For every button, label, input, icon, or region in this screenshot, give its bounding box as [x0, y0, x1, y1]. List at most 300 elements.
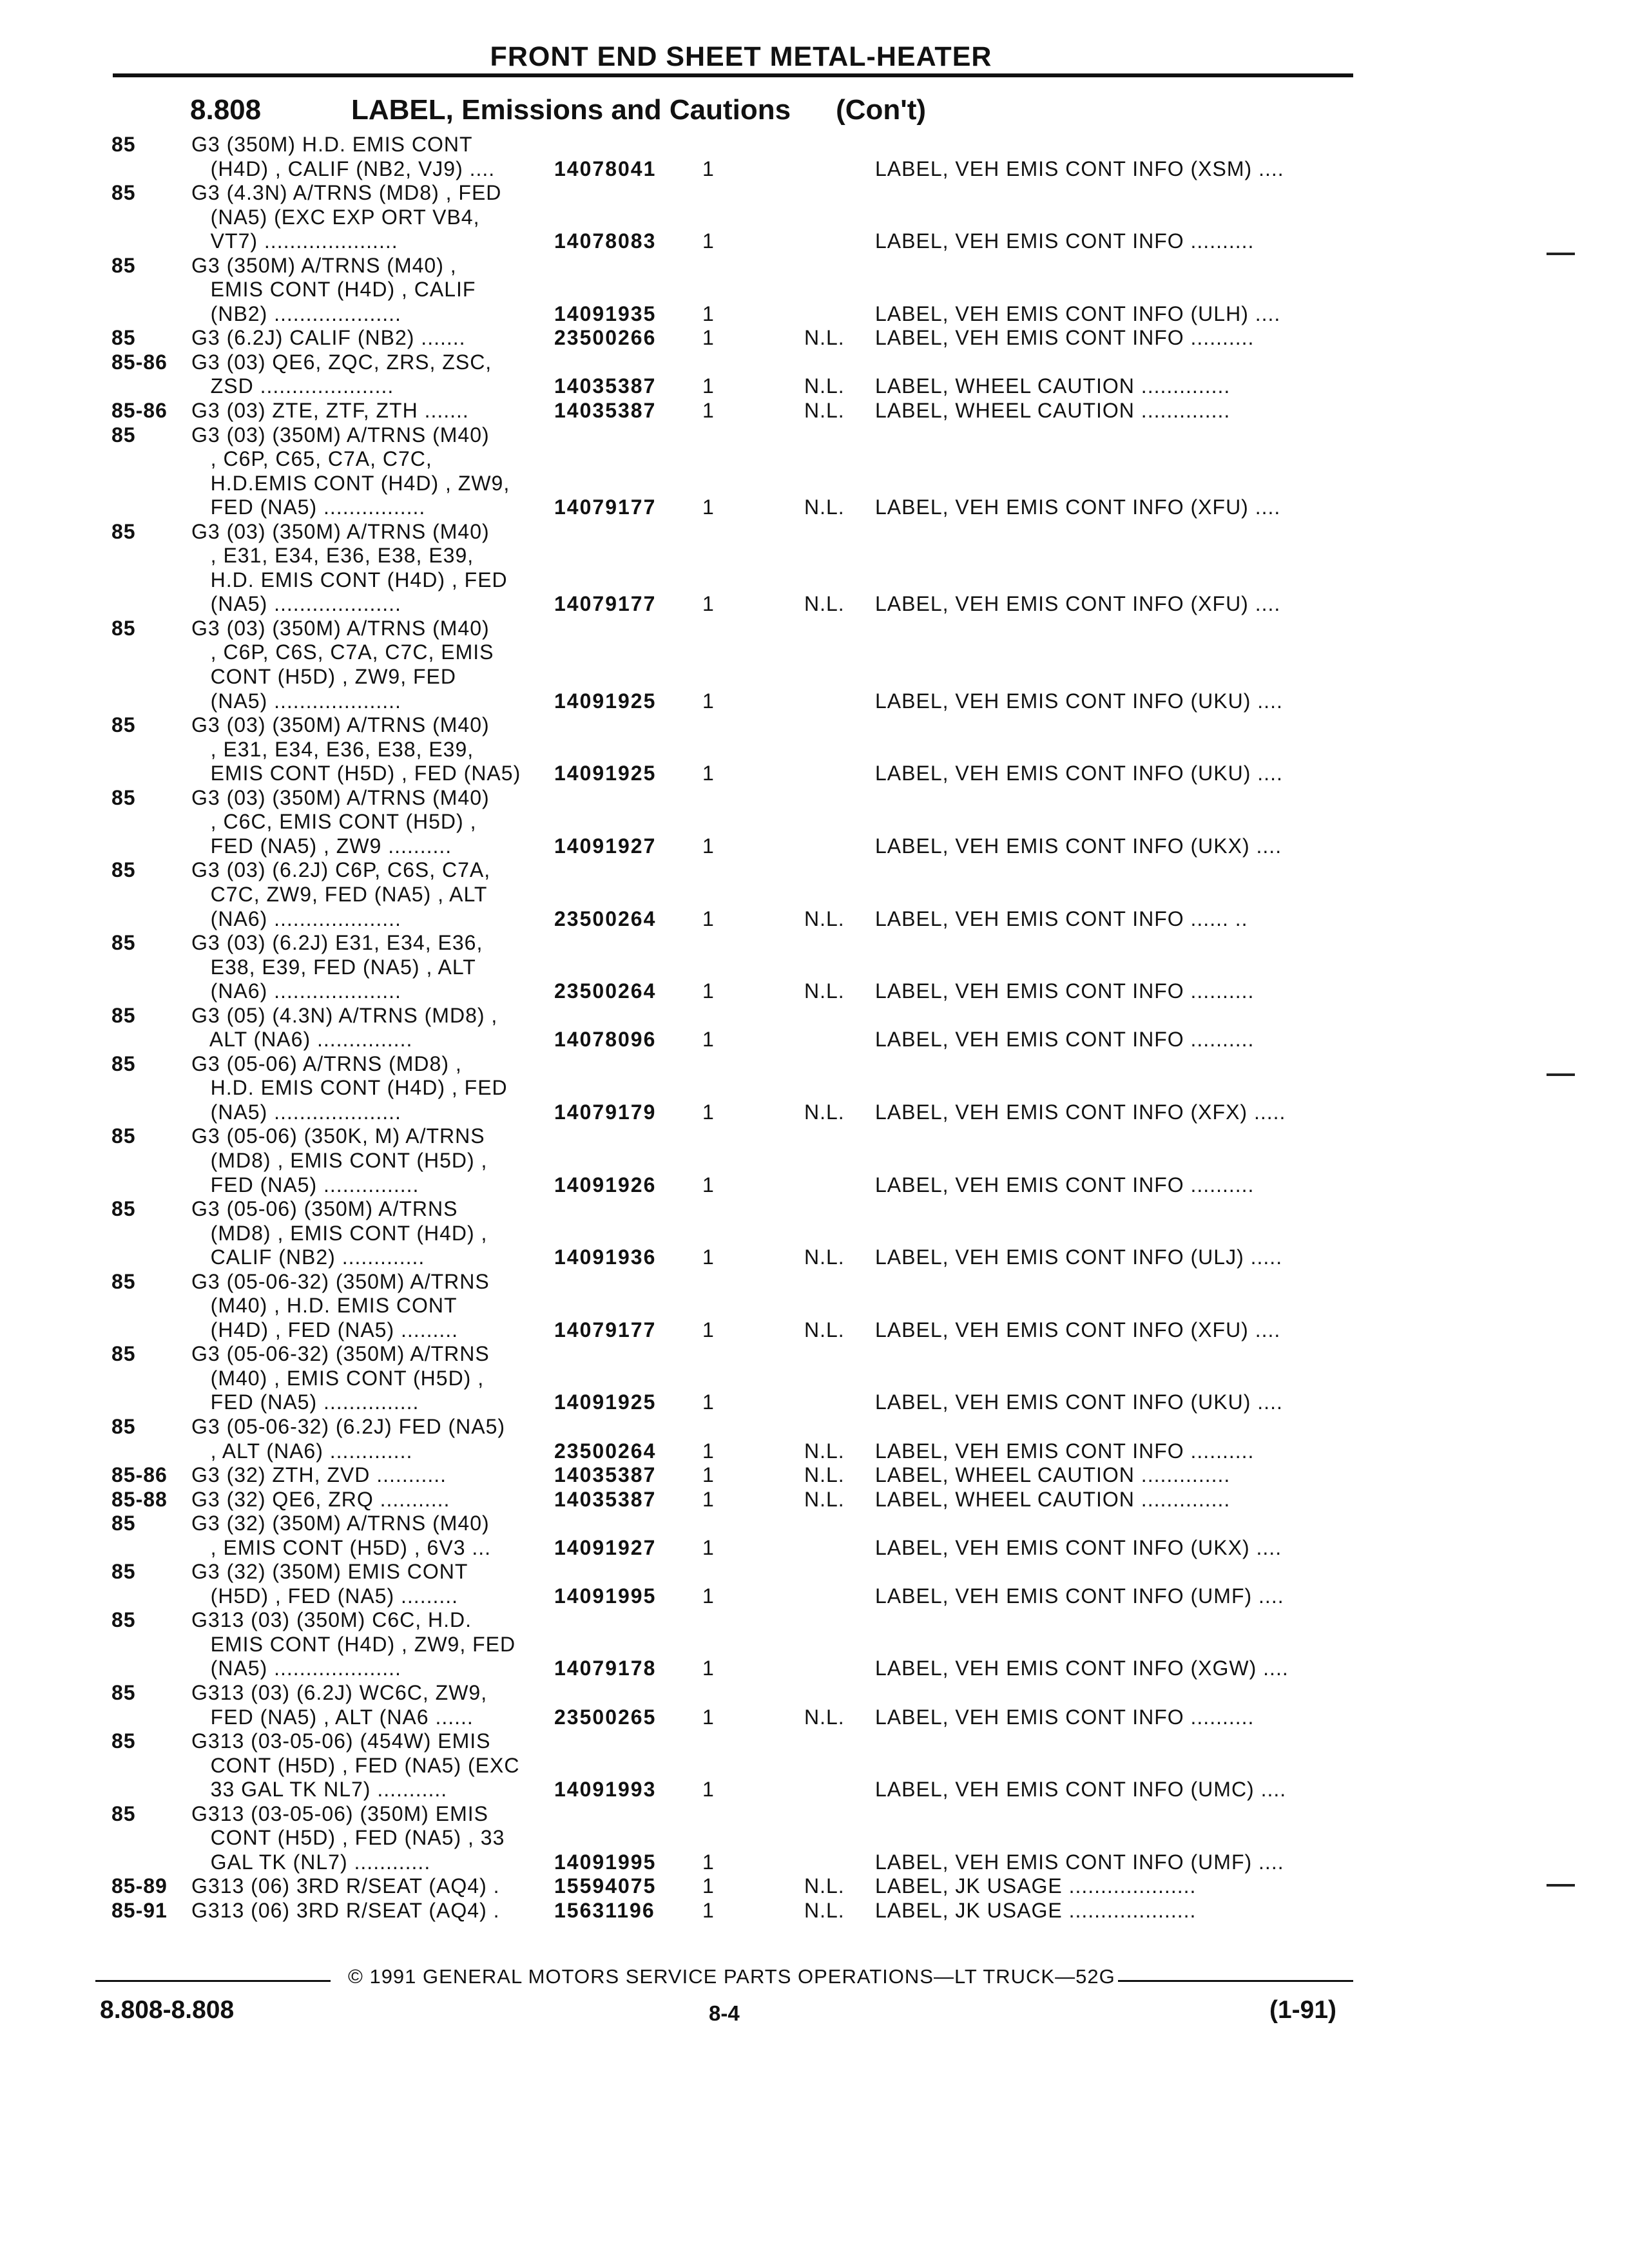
- usage-description: , E31, E34, E36, E38, E39,: [191, 737, 474, 761]
- part-number: 14078041: [554, 157, 657, 180]
- footer-date: (1-91): [1269, 1996, 1337, 2024]
- quantity: 1: [702, 1778, 715, 1802]
- part-label: LABEL, VEH EMIS CONT INFO (UKX) ....: [875, 1535, 1282, 1559]
- part-label: LABEL, VEH EMIS CONT INFO (UMC) ....: [875, 1778, 1287, 1802]
- table-row: [0, 1463, 1629, 1488]
- table-row: [0, 713, 1629, 786]
- usage-description: 33 GAL TK NL7) ...........: [191, 1778, 448, 1802]
- model-year: 85: [111, 519, 136, 543]
- row-line: [0, 520, 1629, 544]
- quantity: 1: [702, 399, 715, 423]
- quantity: 1: [702, 157, 715, 180]
- part-label: LABEL, WHEEL CAUTION ..............: [875, 374, 1231, 398]
- table-row: [0, 1560, 1629, 1608]
- usage-description: (H4D) , CALIF (NB2, VJ9) ....: [191, 157, 496, 180]
- part-number: 14079177: [554, 495, 657, 519]
- usage-description: (H5D) , FED (NA5) .........: [191, 1584, 459, 1608]
- table-row: [0, 423, 1629, 520]
- table-row: [0, 520, 1629, 617]
- usage-description: G3 (05-06) A/TRNS (MD8) ,: [191, 1052, 462, 1075]
- quantity: 1: [702, 1487, 715, 1511]
- table-row: [0, 1270, 1629, 1343]
- part-label: LABEL, VEH EMIS CONT INFO ..........: [875, 1439, 1255, 1463]
- usage-description: (NA5) ....................: [191, 1657, 401, 1680]
- part-number: 14079178: [554, 1657, 657, 1680]
- row-line: [0, 1052, 1629, 1077]
- quantity: 1: [702, 1173, 715, 1196]
- usage-description: (NA5) ....................: [191, 689, 401, 713]
- quantity: 1: [702, 1028, 715, 1052]
- quantity: 1: [702, 907, 715, 930]
- row-line: [0, 1850, 1629, 1875]
- model-year: 85: [111, 1197, 136, 1221]
- table-row: [0, 786, 1629, 859]
- row-line: [0, 133, 1629, 157]
- table-row: [0, 617, 1629, 713]
- row-line: [0, 1270, 1629, 1294]
- part-number: 14035387: [554, 1487, 657, 1511]
- row-line: [0, 956, 1629, 980]
- usage-description: ALT (NA6) ...............: [191, 1028, 413, 1052]
- quantity: 1: [702, 302, 715, 325]
- not-listed-flag: N.L.: [804, 979, 845, 1003]
- model-year: 85-86: [111, 350, 168, 374]
- row-line: [0, 181, 1629, 206]
- usage-description: G3 (03) (350M) A/TRNS (M40): [191, 616, 490, 640]
- section-continued: (Con't): [836, 94, 927, 126]
- part-label: LABEL, VEH EMIS CONT INFO (UMF) ....: [875, 1850, 1284, 1874]
- model-year: 85: [111, 1052, 136, 1075]
- usage-description: G3 (05-06-32) (6.2J) FED (NA5): [191, 1414, 506, 1438]
- usage-description: G3 (350M) A/TRNS (M40) ,: [191, 253, 457, 277]
- table-row: [0, 1681, 1629, 1729]
- section-title: LABEL, Emissions and Cautions: [351, 94, 791, 126]
- row-line: [0, 1802, 1629, 1827]
- part-number: 23500264: [554, 979, 657, 1003]
- table-row: [0, 1197, 1629, 1270]
- usage-description: (NA5) (EXC EXP ORT VB4,: [191, 205, 480, 229]
- row-line: [0, 1778, 1629, 1802]
- usage-description: G3 (05-06) (350M) A/TRNS: [191, 1197, 458, 1221]
- usage-description: H.D.EMIS CONT (H4D) , ZW9,: [191, 471, 510, 495]
- quantity: 1: [702, 1874, 715, 1898]
- not-listed-flag: N.L.: [804, 1245, 845, 1269]
- part-label: LABEL, VEH EMIS CONT INFO (UKU) ....: [875, 1390, 1283, 1414]
- part-label: LABEL, WHEEL CAUTION ..............: [875, 1487, 1231, 1511]
- not-listed-flag: N.L.: [804, 1318, 845, 1341]
- row-line: [0, 979, 1629, 1004]
- usage-description: CALIF (NB2) .............: [191, 1245, 425, 1269]
- usage-description: G313 (06) 3RD R/SEAT (AQ4) .: [191, 1898, 500, 1922]
- part-label: LABEL, VEH EMIS CONT INFO (UMF) ....: [875, 1584, 1284, 1608]
- model-year: 85-86: [111, 1463, 168, 1487]
- usage-description: EMIS CONT (H5D) , FED (NA5): [191, 762, 521, 785]
- margin-mark: [1547, 1073, 1575, 1076]
- usage-description: (NA6) ....................: [191, 907, 401, 930]
- table-row: [0, 1488, 1629, 1512]
- part-number: 14091925: [554, 762, 657, 785]
- part-label: LABEL, VEH EMIS CONT INFO ..........: [875, 326, 1255, 350]
- usage-description: G3 (03) (6.2J) C6P, C6S, C7A,: [191, 858, 491, 882]
- usage-description: ZSD .....................: [191, 374, 394, 398]
- row-line: [0, 1488, 1629, 1512]
- part-number: 15594075: [554, 1874, 657, 1898]
- row-line: [0, 1318, 1629, 1343]
- row-line: [0, 1657, 1629, 1681]
- usage-description: (M40) , EMIS CONT (H5D) ,: [191, 1366, 485, 1390]
- model-year: 85: [111, 1681, 136, 1704]
- usage-description: (MD8) , EMIS CONT (H4D) ,: [191, 1221, 488, 1245]
- row-line: [0, 738, 1629, 762]
- not-listed-flag: N.L.: [804, 907, 845, 930]
- table-row: [0, 1802, 1629, 1875]
- row-line: [0, 592, 1629, 617]
- part-number: 14079179: [554, 1100, 657, 1124]
- table-row: [0, 254, 1629, 327]
- usage-description: G3 (4.3N) A/TRNS (MD8) , FED: [191, 181, 502, 205]
- row-line: [0, 1608, 1629, 1633]
- margin-mark: [1547, 1884, 1575, 1887]
- quantity: 1: [702, 1245, 715, 1269]
- not-listed-flag: N.L.: [804, 399, 845, 423]
- model-year: 85: [111, 253, 136, 277]
- row-line: [0, 1681, 1629, 1706]
- row-line: [0, 157, 1629, 182]
- usage-description: , C6P, C6S, C7A, C7C, EMIS: [191, 640, 494, 664]
- usage-description: GAL TK (NL7) ............: [191, 1850, 431, 1874]
- part-number: 14091993: [554, 1778, 657, 1802]
- quantity: 1: [702, 834, 715, 858]
- part-number: 14091925: [554, 689, 657, 713]
- row-line: [0, 326, 1629, 351]
- model-year: 85: [111, 326, 136, 350]
- row-line: [0, 351, 1629, 375]
- part-label: LABEL, WHEEL CAUTION ..............: [875, 1463, 1231, 1487]
- row-line: [0, 1342, 1629, 1367]
- part-label: LABEL, VEH EMIS CONT INFO ..........: [875, 229, 1255, 253]
- row-line: [0, 544, 1629, 568]
- usage-description: , ALT (NA6) .............: [191, 1439, 413, 1463]
- not-listed-flag: N.L.: [804, 374, 845, 398]
- usage-description: (NA5) ....................: [191, 1100, 401, 1124]
- usage-description: C7C, ZW9, FED (NA5) , ALT: [191, 882, 488, 906]
- part-number: 14078096: [554, 1028, 657, 1052]
- usage-description: (NA6) ....................: [191, 979, 401, 1003]
- part-number: 23500264: [554, 907, 657, 930]
- part-number: 14079177: [554, 592, 657, 616]
- row-line: [0, 1367, 1629, 1391]
- part-label: LABEL, VEH EMIS CONT INFO ..........: [875, 1705, 1255, 1729]
- usage-description: G3 (05-06) (350K, M) A/TRNS: [191, 1124, 485, 1148]
- row-line: [0, 1004, 1629, 1028]
- row-line: [0, 254, 1629, 278]
- footer-rule-left: [95, 1980, 331, 1982]
- quantity: 1: [702, 1535, 715, 1559]
- part-label: LABEL, VEH EMIS CONT INFO (XFU) ....: [875, 1318, 1281, 1341]
- part-number: 15631196: [554, 1898, 655, 1922]
- quantity: 1: [702, 1463, 715, 1487]
- row-line: [0, 1390, 1629, 1415]
- row-line: [0, 1899, 1629, 1923]
- row-line: [0, 423, 1629, 448]
- part-label: LABEL, VEH EMIS CONT INFO ..........: [875, 1173, 1255, 1196]
- row-line: [0, 1222, 1629, 1246]
- quantity: 1: [702, 1898, 715, 1922]
- table-row: [0, 1415, 1629, 1463]
- part-label: LABEL, VEH EMIS CONT INFO (XFX) .....: [875, 1100, 1286, 1124]
- row-line: [0, 617, 1629, 641]
- row-line: [0, 229, 1629, 254]
- table-row: [0, 133, 1629, 181]
- row-line: [0, 374, 1629, 399]
- row-line: [0, 302, 1629, 327]
- part-number: 23500264: [554, 1439, 657, 1463]
- part-number: 14091927: [554, 1535, 657, 1559]
- table-row: [0, 1608, 1629, 1681]
- usage-description: (M40) , H.D. EMIS CONT: [191, 1294, 458, 1318]
- usage-description: , EMIS CONT (H5D) , 6V3 ...: [191, 1535, 492, 1559]
- row-line: [0, 858, 1629, 883]
- model-year: 85: [111, 1560, 136, 1584]
- quantity: 1: [702, 495, 715, 519]
- footer-rule-right: [1118, 1980, 1353, 1982]
- not-listed-flag: N.L.: [804, 1487, 845, 1511]
- part-label: LABEL, VEH EMIS CONT INFO (ULH) ....: [875, 302, 1281, 325]
- part-number: 14091925: [554, 1390, 657, 1414]
- row-line: [0, 907, 1629, 932]
- usage-description: FED (NA5) ...............: [191, 1390, 419, 1414]
- row-line: [0, 1584, 1629, 1609]
- row-line: [0, 810, 1629, 834]
- model-year: 85: [111, 1512, 136, 1535]
- row-line: [0, 689, 1629, 714]
- usage-description: (NB2) ....................: [191, 302, 401, 325]
- usage-description: G3 (32) (350M) A/TRNS (M40): [191, 1512, 490, 1535]
- part-label: LABEL, VEH EMIS CONT INFO ..........: [875, 979, 1255, 1003]
- part-number: 23500265: [554, 1705, 657, 1729]
- row-line: [0, 1439, 1629, 1464]
- model-year: 85-91: [111, 1898, 168, 1922]
- not-listed-flag: N.L.: [804, 592, 845, 616]
- table-row: [0, 931, 1629, 1004]
- usage-description: G3 (03) (350M) A/TRNS (M40): [191, 785, 490, 809]
- quantity: 1: [702, 979, 715, 1003]
- quantity: 1: [702, 229, 715, 253]
- model-year: 85: [111, 931, 136, 955]
- quantity: 1: [702, 592, 715, 616]
- usage-description: , C6P, C65, C7A, C7C,: [191, 447, 432, 471]
- table-row: [0, 1004, 1629, 1052]
- row-line: [0, 1245, 1629, 1270]
- usage-description: (MD8) , EMIS CONT (H5D) ,: [191, 1148, 488, 1172]
- not-listed-flag: N.L.: [804, 495, 845, 519]
- model-year: 85: [111, 1729, 136, 1753]
- part-label: LABEL, VEH EMIS CONT INFO ...... ..: [875, 907, 1248, 930]
- part-number: 14091936: [554, 1245, 657, 1269]
- quantity: 1: [702, 1657, 715, 1680]
- usage-description: G3 (05-06-32) (350M) A/TRNS: [191, 1269, 490, 1293]
- usage-description: G3 (05-06-32) (350M) A/TRNS: [191, 1342, 490, 1366]
- row-line: [0, 495, 1629, 520]
- row-line: [0, 834, 1629, 859]
- table-row: [0, 858, 1629, 931]
- quantity: 1: [702, 326, 715, 350]
- row-line: [0, 447, 1629, 472]
- part-label: LABEL, JK USAGE ....................: [875, 1898, 1197, 1922]
- part-label: LABEL, VEH EMIS CONT INFO (UKU) ....: [875, 762, 1283, 785]
- part-label: LABEL, VEH EMIS CONT INFO (XFU) ....: [875, 495, 1281, 519]
- part-label: LABEL, VEH EMIS CONT INFO (ULJ) .....: [875, 1245, 1283, 1269]
- quantity: 1: [702, 762, 715, 785]
- usage-description: G3 (6.2J) CALIF (NB2) .......: [191, 326, 466, 350]
- margin-mark: [1547, 253, 1575, 255]
- usage-description: FED (NA5) , ALT (NA6 ......: [191, 1705, 474, 1729]
- row-line: [0, 665, 1629, 689]
- row-line: [0, 1536, 1629, 1561]
- quantity: 1: [702, 1439, 715, 1463]
- model-year: 85: [111, 713, 136, 737]
- section-number: 8.808: [190, 94, 262, 126]
- usage-description: (NA5) ....................: [191, 592, 401, 616]
- quantity: 1: [702, 1705, 715, 1729]
- quantity: 1: [702, 1100, 715, 1124]
- model-year: 85: [111, 1269, 136, 1293]
- usage-description: , E31, E34, E36, E38, E39,: [191, 544, 474, 568]
- model-year: 85: [111, 133, 136, 156]
- not-listed-flag: N.L.: [804, 326, 845, 350]
- part-label: LABEL, VEH EMIS CONT INFO (UKX) ....: [875, 834, 1282, 858]
- usage-description: G313 (03-05-06) (350M) EMIS: [191, 1802, 488, 1825]
- row-line: [0, 1729, 1629, 1754]
- model-year: 85-88: [111, 1487, 168, 1511]
- part-number: 14035387: [554, 1463, 657, 1487]
- usage-description: G313 (03-05-06) (454W) EMIS: [191, 1729, 491, 1753]
- row-line: [0, 1028, 1629, 1052]
- usage-description: FED (NA5) ...............: [191, 1173, 419, 1196]
- parts-list: [0, 133, 1629, 1923]
- not-listed-flag: N.L.: [804, 1898, 845, 1922]
- usage-description: G3 (05) (4.3N) A/TRNS (MD8) ,: [191, 1003, 498, 1027]
- model-year: 85: [111, 181, 136, 205]
- table-row: [0, 1342, 1629, 1415]
- table-row: [0, 326, 1629, 351]
- quantity: 1: [702, 689, 715, 713]
- usage-description: G3 (32) QE6, ZRQ ...........: [191, 1487, 450, 1511]
- model-year: 85: [111, 1124, 136, 1148]
- usage-description: G3 (350M) H.D. EMIS CONT: [191, 133, 473, 156]
- part-label: LABEL, VEH EMIS CONT INFO ..........: [875, 1028, 1255, 1052]
- row-line: [0, 1874, 1629, 1899]
- not-listed-flag: N.L.: [804, 1705, 845, 1729]
- not-listed-flag: N.L.: [804, 1439, 845, 1463]
- part-number: 23500266: [554, 326, 657, 350]
- row-line: [0, 1512, 1629, 1536]
- row-line: [0, 1633, 1629, 1657]
- row-line: [0, 1100, 1629, 1125]
- header-rule: [113, 73, 1353, 77]
- part-label: LABEL, VEH EMIS CONT INFO (UKU) ....: [875, 689, 1283, 713]
- row-line: [0, 472, 1629, 496]
- row-line: [0, 1826, 1629, 1850]
- model-year: 85: [111, 1003, 136, 1027]
- table-row: [0, 351, 1629, 399]
- usage-description: VT7) .....................: [191, 229, 398, 253]
- section-heading: [190, 94, 926, 126]
- quantity: 1: [702, 1318, 715, 1341]
- usage-description: G3 (03) ZTE, ZTF, ZTH .......: [191, 399, 469, 423]
- model-year: 85: [111, 616, 136, 640]
- table-row: [0, 181, 1629, 254]
- quantity: 1: [702, 1390, 715, 1414]
- usage-description: H.D. EMIS CONT (H4D) , FED: [191, 1076, 508, 1100]
- row-line: [0, 931, 1629, 956]
- part-number: 14091995: [554, 1584, 657, 1608]
- row-line: [0, 1149, 1629, 1173]
- row-line: [0, 883, 1629, 907]
- footer-page-number: 8-4: [709, 2001, 740, 2025]
- part-number: 14091927: [554, 834, 657, 858]
- row-line: [0, 786, 1629, 811]
- usage-description: G313 (03) (350M) C6C, H.D.: [191, 1608, 472, 1632]
- row-line: [0, 1560, 1629, 1584]
- row-line: [0, 713, 1629, 738]
- model-year: 85: [111, 1802, 136, 1825]
- usage-description: G3 (03) (350M) A/TRNS (M40): [191, 713, 490, 737]
- page-title: FRONT END SHEET METAL-HEATER: [490, 41, 992, 72]
- model-year: 85: [111, 1608, 136, 1632]
- usage-description: , C6C, EMIS CONT (H5D) ,: [191, 810, 477, 834]
- footer-copyright: © 1991 GENERAL MOTORS SERVICE PARTS OPERATIONS—LT TRUCK—52G: [348, 1965, 1115, 1988]
- part-label: LABEL, VEH EMIS CONT INFO (XGW) ....: [875, 1657, 1289, 1680]
- row-line: [0, 568, 1629, 593]
- usage-description: EMIS CONT (H4D) , CALIF: [191, 278, 476, 302]
- usage-description: G3 (03) (350M) A/TRNS (M40): [191, 519, 490, 543]
- row-line: [0, 278, 1629, 302]
- usage-description: H.D. EMIS CONT (H4D) , FED: [191, 568, 508, 591]
- usage-description: (H4D) , FED (NA5) .........: [191, 1318, 459, 1341]
- part-number: 14091926: [554, 1173, 657, 1196]
- row-line: [0, 1415, 1629, 1439]
- model-year: 85: [111, 423, 136, 447]
- row-line: [0, 1124, 1629, 1149]
- usage-description: G3 (32) (350M) EMIS CONT: [191, 1560, 468, 1584]
- row-line: [0, 399, 1629, 423]
- table-row: [0, 1899, 1629, 1923]
- row-line: [0, 640, 1629, 665]
- row-line: [0, 206, 1629, 230]
- row-line: [0, 1197, 1629, 1222]
- model-year: 85: [111, 785, 136, 809]
- usage-description: G3 (03) QE6, ZQC, ZRS, ZSC,: [191, 350, 492, 374]
- table-row: [0, 399, 1629, 423]
- part-number: 14078083: [554, 229, 657, 253]
- not-listed-flag: N.L.: [804, 1100, 845, 1124]
- part-number: 14091995: [554, 1850, 657, 1874]
- row-line: [0, 1754, 1629, 1778]
- row-line: [0, 1294, 1629, 1318]
- part-label: LABEL, VEH EMIS CONT INFO (XFU) ....: [875, 592, 1281, 616]
- model-year: 85-86: [111, 399, 168, 423]
- model-year: 85: [111, 1342, 136, 1366]
- table-row: [0, 1124, 1629, 1197]
- part-label: LABEL, JK USAGE ....................: [875, 1874, 1197, 1898]
- part-label: LABEL, VEH EMIS CONT INFO (XSM) ....: [875, 157, 1284, 180]
- part-number: 14091935: [554, 302, 657, 325]
- row-line: [0, 1173, 1629, 1198]
- quantity: 1: [702, 1850, 715, 1874]
- model-year: 85-89: [111, 1874, 168, 1898]
- usage-description: G3 (32) ZTH, ZVD ...........: [191, 1463, 447, 1487]
